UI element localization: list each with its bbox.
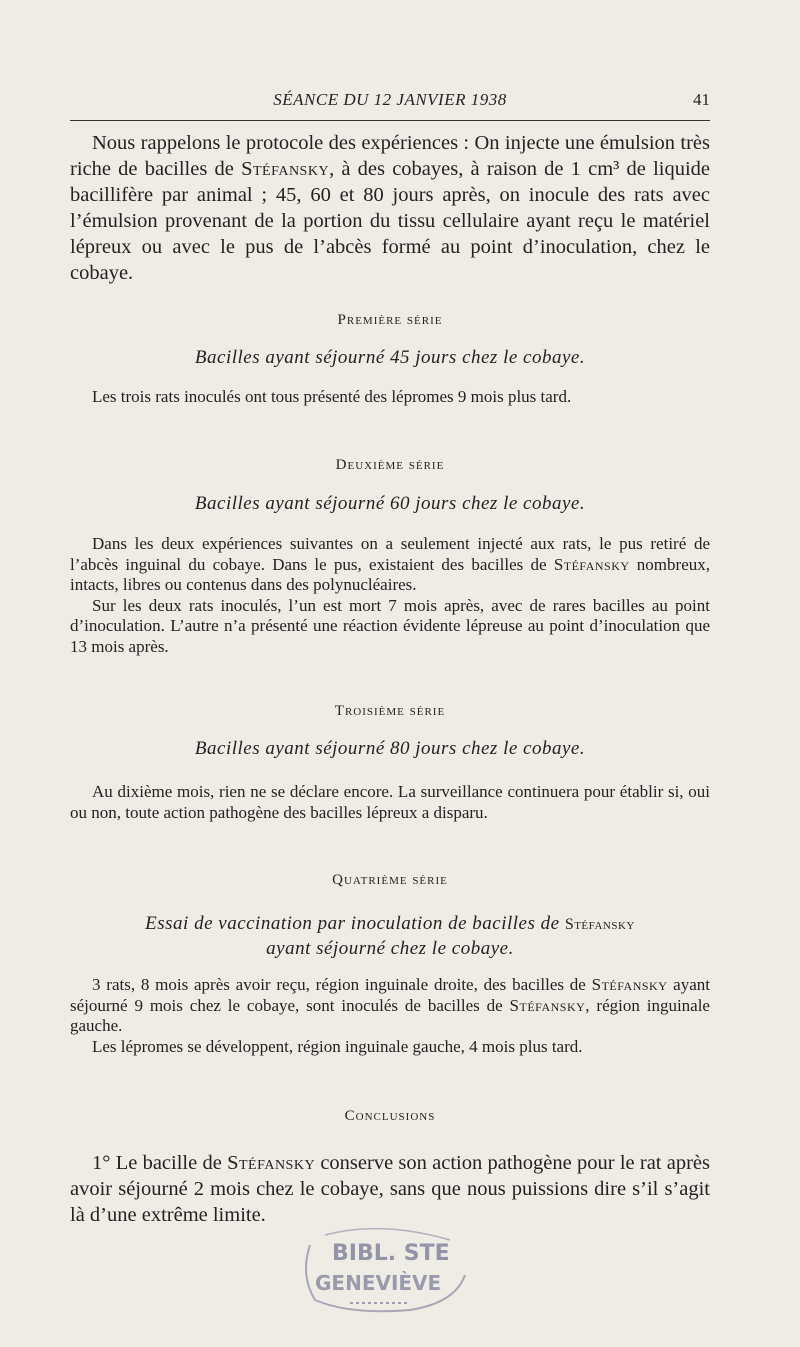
library-stamp xyxy=(290,1215,480,1315)
author-name: Stéfansky xyxy=(227,1152,316,1174)
intro-text: , à des cobayes, à raison de 1 cm³ de liquide bacillifère par animal ; 45, 60 et 80 jours après, on inocule des rats avec l’émulsion provenant de la portion du tissu cellulaire ayant reçu le matériel lépreux ou avec le pus de l’abcès formé au point d’inoculation, chez le cobaye. xyxy=(70,158,710,284)
series-1-text: Les trois rats inoculés ont tous présenté des lépromes 9 mois plus tard. xyxy=(92,387,572,406)
series-3-subheading: Bacilles ayant séjourné 80 jours chez le cobaye. xyxy=(194,738,586,759)
intro-paragraph xyxy=(70,130,710,286)
author-name: Stéfansky xyxy=(564,916,635,933)
conclusion-text: 1° Le bacille de xyxy=(92,1152,228,1174)
author-name: Stéfansky xyxy=(553,554,630,574)
series-4-text: ayant séjourné 9 mois chez le cobaye, sont inoculés de bacilles de xyxy=(70,975,710,1015)
series-4-subheading-text: Essai de vaccination par inoculation de bacilles de xyxy=(145,913,565,934)
series-2-heading: Deuxième série xyxy=(335,457,445,473)
series-2-text-2: Sur les deux rats inoculés, l’un est mort 7 mois après, avec de rares bacilles au point d’inoculation. L’autre n’a présenté une réaction évidente lépreuse au point d’inoculation que 13 mois après. xyxy=(70,595,710,656)
series-1-subheading: Bacilles ayant séjourné 45 jours chez le cobaye. xyxy=(194,347,586,368)
intro-text: Nous rappelons le protocole des expériences : On injecte une émulsion très riche de bacilles de xyxy=(70,132,710,180)
author-name: Stéfansky xyxy=(509,995,586,1015)
series-2-body xyxy=(70,534,710,657)
page-number: 41 xyxy=(693,90,710,109)
series-4-subheading-text-2: ayant séjourné chez le cobaye. xyxy=(266,938,514,959)
stamp-line-1: BIBL. STE xyxy=(332,1241,450,1266)
series-4-text: 3 rats, 8 mois après avoir reçu, région inguinale droite, des bacilles de xyxy=(92,975,592,994)
series-4-heading: Quatrième série xyxy=(332,872,448,888)
series-4-text: , région inguinale gauche. xyxy=(70,995,710,1035)
series-2-text: Dans les deux expériences suivantes on a seulement injecté aux rats, le pus retiré de l’abcès inguinal du cobaye. Dans le pus, existaient des bacilles de xyxy=(70,534,710,574)
series-2-text: nombreux, intacts, libres ou contenus dans des polynucléaires. xyxy=(70,554,710,594)
series-2-subheading: Bacilles ayant séjourné 60 jours chez le cobaye. xyxy=(194,493,586,514)
page-header xyxy=(70,90,710,114)
series-1-heading: Première série xyxy=(337,312,443,328)
author-name: Stéfansky xyxy=(241,158,330,180)
series-4-subheading xyxy=(70,912,710,961)
series-3-heading: Troisième série xyxy=(334,703,446,719)
conclusion-text: conserve son action pathogène pour le rat après avoir séjourné 2 mois chez le cobaye, sans que nous puissions dire s’il s’agit là d’une extrême limite. xyxy=(70,1152,710,1226)
author-name: Stéfansky xyxy=(591,975,668,994)
stamp-line-2: GENEVIÈVE xyxy=(315,1271,442,1295)
conclusions-heading: Conclusions xyxy=(344,1108,436,1124)
series-4-text-2: Les lépromes se développent, région inguinale gauche, 4 mois plus tard. xyxy=(92,1036,583,1056)
running-title: SÉANCE DU 12 JANVIER 1938 xyxy=(273,90,507,109)
series-4-body xyxy=(70,975,710,1057)
series-3-text: Au dixième mois, rien ne se déclare encore. La surveillance continuera pour établir si, oui ou non, toute action pathogène des bacilles lépreux a disparu. xyxy=(70,782,710,822)
header-rule xyxy=(70,120,710,121)
